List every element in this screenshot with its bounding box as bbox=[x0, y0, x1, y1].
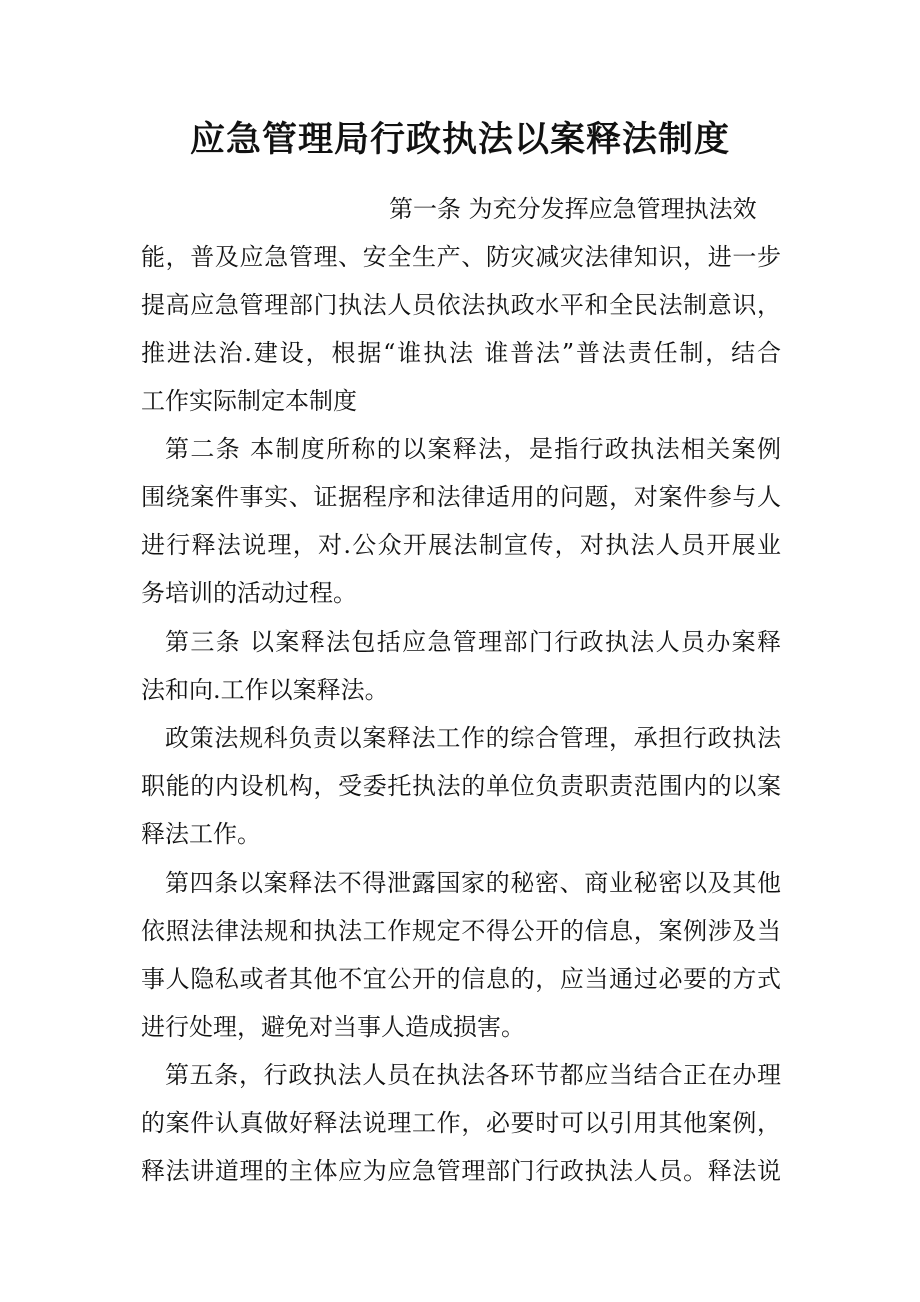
article-3-para-2-line-1: 政策法规科负责以案释法工作的综合管理，承担行政执法 bbox=[165, 724, 781, 752]
article-3-line-1: 第三条 以案释法包括应急管理部门行政执法人员办案释 bbox=[165, 628, 781, 656]
article-2-line-1: 第二条 本制度所称的以案释法，是指行政执法相关案例 bbox=[165, 435, 781, 463]
article-5-line-2: 的案件认真做好释法说理工作，必要时可以引用其他案例， bbox=[141, 1109, 781, 1137]
article-1-line-1: 第一条 为充分发挥应急管理执法效 bbox=[389, 195, 757, 223]
article-3-line-2: 法和向.工作以案释法。 bbox=[141, 676, 389, 704]
article-3-para-2-line-3: 释法工作。 bbox=[141, 820, 261, 848]
article-2-line-2: 围绕案件事实、证据程序和法律适用的问题，对案件参与人 bbox=[141, 483, 781, 511]
article-4-line-1: 第四条以案释法不得泄露国家的秘密、商业秘密以及其他 bbox=[165, 869, 781, 897]
article-4-line-4: 进行处理，避免对当事人造成损害。 bbox=[141, 1013, 525, 1041]
article-1-line-3: 提高应急管理部门执法人员依法执政水平和全民法制意识， bbox=[141, 291, 781, 319]
article-2-line-4: 务培训的活动过程。 bbox=[141, 579, 357, 607]
article-4-line-2: 依照法律法规和执法工作规定不得公开的信息，案例涉及当 bbox=[141, 917, 781, 945]
article-1-line-4: 推进法治.建设，根据“谁执法 谁普法”普法责任制，结合 bbox=[141, 339, 781, 367]
article-5-line-1: 第五条，行政执法人员在执法各环节都应当结合正在办理 bbox=[165, 1061, 781, 1089]
article-1-line-5: 工作实际制定本制度 bbox=[141, 387, 357, 415]
article-1-line-2: 能，普及应急管理、安全生产、防灾减灾法律知识，进一步 bbox=[141, 243, 781, 271]
article-4-line-3: 事人隐私或者其他不宜公开的信息的，应当通过必要的方式 bbox=[141, 965, 781, 993]
document-title: 应急管理局行政执法以案释法制度 bbox=[189, 120, 730, 160]
article-5-line-3: 释法讲道理的主体应为应急管理部门行政执法人员。释法说 bbox=[141, 1157, 781, 1185]
article-2-line-3: 进行释法说理，对.公众开展法制宣传，对执法人员开展业 bbox=[141, 531, 781, 559]
article-3-para-2-line-2: 职能的内设机构，受委托执法的单位负责职责范围内的以案 bbox=[141, 772, 781, 800]
